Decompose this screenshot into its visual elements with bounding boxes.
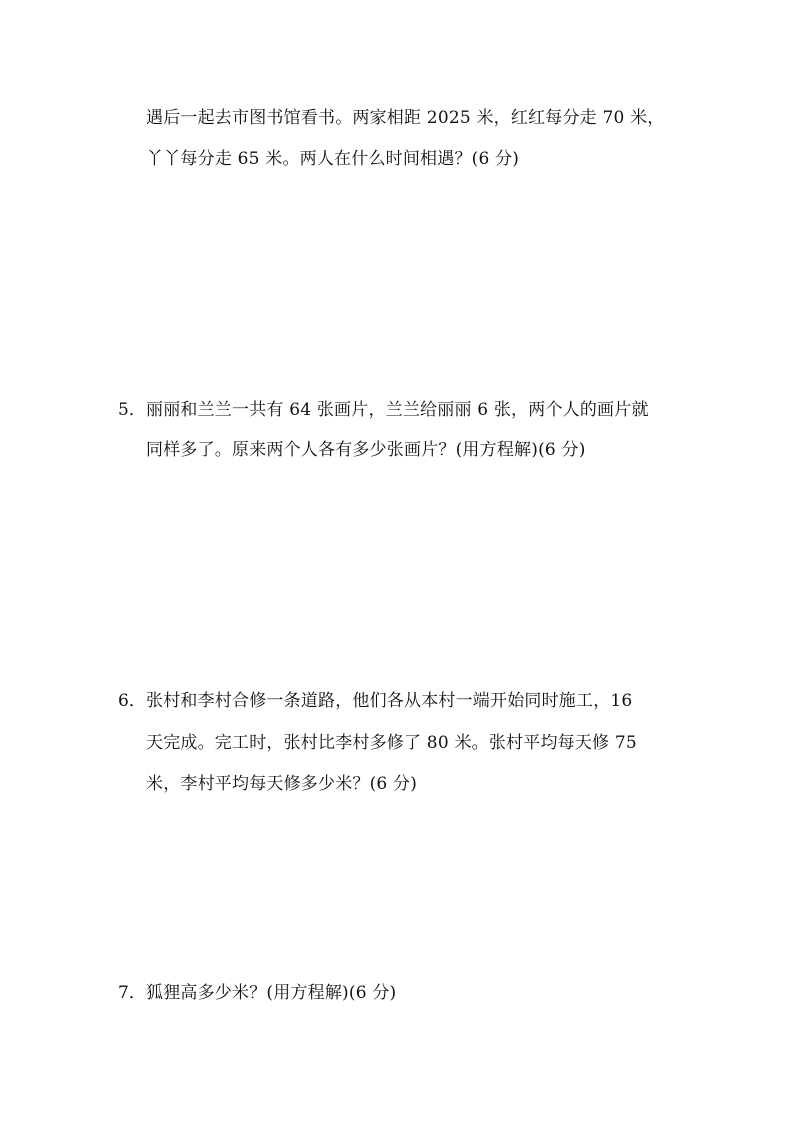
problem-5-line-1: 丽丽和兰兰一共有 64 张画片，兰兰给丽丽 6 张，两个人的画片就	[146, 400, 649, 420]
problem-4-line-2: 丫丫每分走 65 米。两人在什么时间相遇？(6 分)	[146, 149, 520, 169]
problem-6-line-1: 张村和李村合修一条道路，他们各从本村一端开始同时施工，16	[146, 691, 633, 711]
problem-6-number: 6．	[118, 691, 146, 711]
problem-6-line-3: 米，李村平均每天修多少米？(6 分)	[146, 774, 418, 794]
problem-7-line-1: 狐狸高多少米？(用方程解)(6 分)	[146, 983, 397, 1003]
problem-4-line-1: 遇后一起去市图书馆看书。两家相距 2025 米，红红每分走 70 米，	[146, 108, 665, 128]
problem-6-line-2: 天完成。完工时，张村比李村多修了 80 米。张村平均每天修 75	[146, 733, 637, 753]
problem-5-line-2: 同样多了。原来两个人各有多少张画片？(用方程解)(6 分)	[146, 440, 586, 460]
problem-5-number: 5．	[118, 400, 146, 420]
problem-7-number: 7．	[118, 983, 146, 1003]
